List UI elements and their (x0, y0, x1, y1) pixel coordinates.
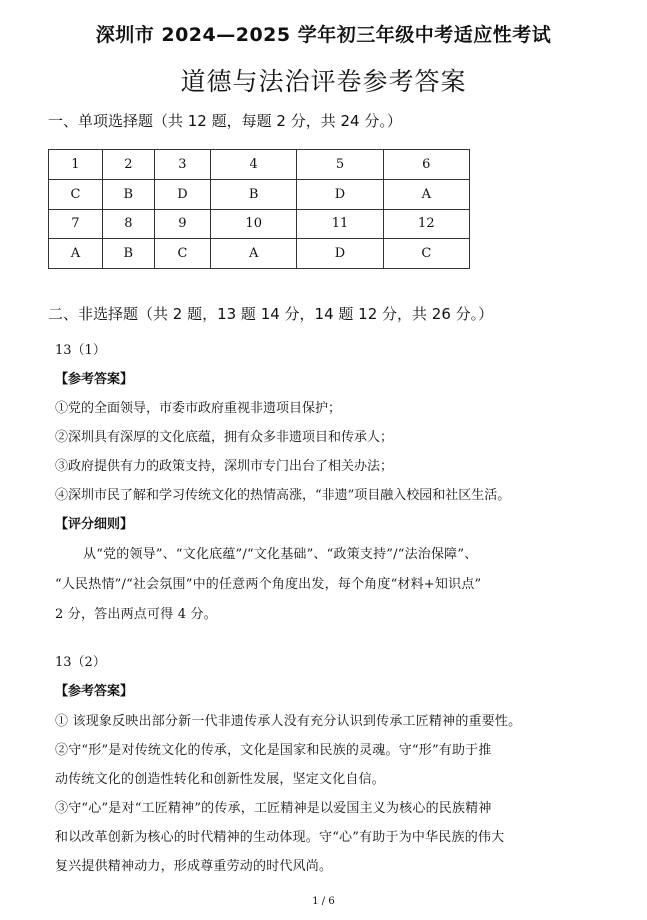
table-cell: 9 (154, 209, 210, 239)
scoring-line: “人民热情”/“社会氛围”中的任意两个角度出发，每个角度“材料+知识点” (55, 577, 482, 592)
answer-line: ① 该现象反映出部分新一代非遗传承人没有充分认识到传承工匠精神的重要性。 (55, 714, 522, 729)
question-13-1-label: 13（1） (55, 343, 106, 358)
answer-line: ①党的全面领导，市委市政府重视非遗项目保护； (55, 401, 342, 416)
table-cell: D (297, 239, 383, 269)
table-row (49, 179, 470, 209)
table-cell: 2 (102, 150, 154, 180)
table-cell: 7 (49, 209, 103, 239)
question-13-2-label: 13（2） (55, 655, 106, 670)
table-cell: B (102, 179, 154, 209)
reference-answer-tag: 【参考答案】 (55, 372, 134, 387)
answer-line: ③政府提供有力的政策支持，深圳市专门出台了相关办法； (55, 459, 394, 474)
table-cell: 3 (154, 150, 210, 180)
table-cell: 12 (383, 209, 469, 239)
section2-heading: 二、非选择题（共 2 题，13 题 14 分，14 题 12 分，共 26 分。） (48, 305, 494, 323)
table-cell: D (297, 179, 383, 209)
scoring-line: 从“党的领导”、“文化底蕴”/“文化基础”、“政策支持”/“法治保障”、 (83, 547, 478, 562)
scoring-line: 2 分，答出两点可得 4 分。 (55, 607, 217, 622)
answer-line: ④深圳市民了解和学习传统文化的热情高涨，“非遗”项目融入校园和社区生活。 (55, 488, 511, 503)
table-cell: B (102, 239, 154, 269)
answer-line: 动传统文化的创造性转化和创新性发展，坚定文化自信。 (55, 772, 386, 787)
reference-answer-tag: 【参考答案】 (55, 684, 134, 699)
answer-table (48, 149, 470, 269)
table-cell: B (211, 179, 297, 209)
table-row (49, 209, 470, 239)
table-cell: 11 (297, 209, 383, 239)
answer-key-title: 道德与法治评卷参考答案 (180, 67, 467, 96)
page-number: 1 / 6 (312, 896, 335, 907)
table-row (49, 239, 470, 269)
table-cell: C (154, 239, 210, 269)
table-cell: 6 (383, 150, 469, 180)
section1-heading: 一、单项选择题（共 12 题，每题 2 分，共 24 分。） (48, 112, 402, 130)
answer-line: ②守“形”是对传统文化的传承，文化是国家和民族的灵魂。守“形”有助于推 (55, 743, 492, 758)
table-cell: 10 (211, 209, 297, 239)
answer-line: 和以改革创新为核心的时代精神的生动体现。守“心”有助于为中华民族的伟大 (55, 830, 505, 845)
answer-line: ③守“心”是对“工匠精神”的传承，工匠精神是以爱国主义为核心的民族精神 (55, 801, 492, 816)
table-cell: A (49, 239, 103, 269)
table-cell: 5 (297, 150, 383, 180)
answer-line: ②深圳具有深厚的文化底蕴，拥有众多非遗项目和传承人； (55, 430, 394, 445)
answer-line: 复兴提供精神动力，形成尊重劳动的时代风尚。 (55, 859, 333, 874)
table-cell: 1 (49, 150, 103, 180)
table-row (49, 150, 470, 180)
table-cell: C (383, 239, 469, 269)
table-cell: 8 (102, 209, 154, 239)
scoring-rules-tag: 【评分细则】 (55, 517, 134, 532)
exam-title: 深圳市 2024—2025 学年初三年级中考适应性考试 (95, 24, 552, 46)
table-cell: C (49, 179, 103, 209)
table-cell: A (383, 179, 469, 209)
table-cell: D (154, 179, 210, 209)
table-cell: A (211, 239, 297, 269)
table-cell: 4 (211, 150, 297, 180)
